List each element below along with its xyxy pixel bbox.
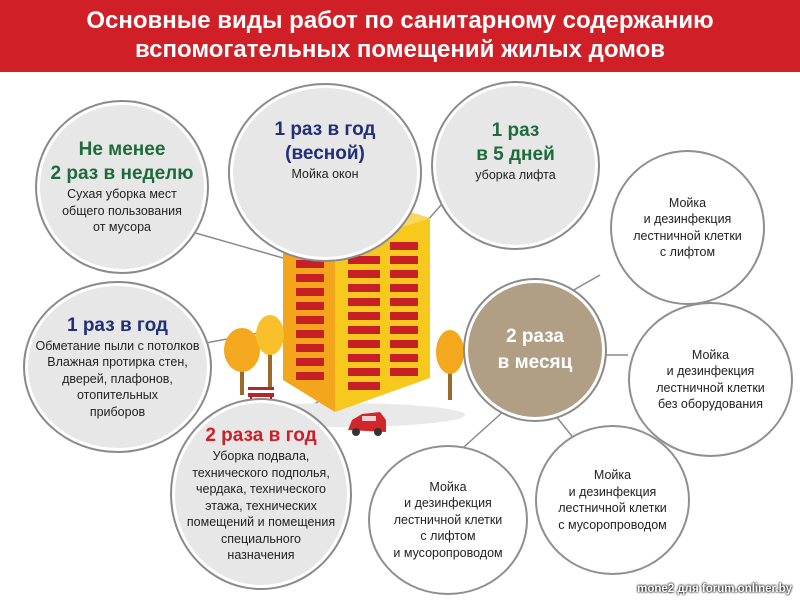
twice-year-title-line-1: 2 раза в год: [205, 425, 317, 447]
weekly-text-line-3: от мусора: [93, 220, 151, 235]
circle-sat-chute: [535, 425, 690, 575]
watermark: mone2 для forum.onliner.by: [637, 583, 792, 595]
yearly-spring-title-line-2: (весной): [285, 142, 365, 164]
yearly-text-line-2: Влажная протирка стен,: [47, 355, 188, 370]
circle-twice-year: [172, 400, 350, 588]
tree-mid: [256, 315, 284, 390]
twice-year-text-line-3: чердака, технического: [196, 482, 326, 497]
circle-hub-twice-month: [465, 280, 605, 420]
yearly-spring-title-line-1: 1 раз в год: [274, 118, 376, 140]
tree-left: [224, 328, 260, 395]
sat-lift-text-line-4: с лифтом: [659, 245, 716, 259]
sat-chute-text-line-3: лестничной клетки: [558, 501, 667, 515]
circle-weekly: [37, 102, 207, 272]
yearly-spring-text-line-1: Мойка окон: [291, 166, 359, 181]
sat-lift-text-line-2: и дезинфекция: [643, 212, 732, 226]
circle-sat-no-equipment: [628, 302, 793, 457]
circle-yearly-spring: [230, 85, 420, 260]
sat-no-equipment-text-line-2: и дезинфекция: [666, 364, 755, 378]
twice-year-text-line-1: Уборка подвала,: [212, 449, 310, 464]
header-title-line-1: Основные виды работ по санитарному содержанию: [86, 7, 714, 34]
hub-title-line-2: в месяц: [497, 352, 573, 373]
weekly-title-line-1: Не менее: [78, 139, 166, 161]
hub-title-line-1: 2 раза: [505, 326, 564, 347]
five-days-title-line-2: в 5 дней: [476, 144, 555, 166]
header-title-line-2: вспомогательных помещений жилых домов: [134, 36, 666, 63]
sat-no-equipment-text-line-3: лестничной клетки: [656, 380, 765, 395]
circle-yearly: [25, 283, 210, 451]
sat-lift-chute-text-line-4: с лифтом: [420, 529, 476, 544]
circle-five-days: [433, 83, 598, 248]
twice-year-text-line-2: технического подполья,: [192, 465, 330, 480]
weekly-text-line-2: общего пользования: [62, 203, 182, 218]
sat-lift-chute-text-line-5: и мусоропроводом: [393, 545, 503, 560]
weekly-text-line-1: Сухая уборка мест: [67, 187, 177, 202]
sat-lift-chute-text-line-2: и дезинфекция: [404, 496, 492, 511]
yearly-text-line-4: отопительных: [76, 388, 159, 403]
twice-year-text-line-7: назначения: [227, 548, 295, 563]
tree-right: [436, 330, 464, 400]
sat-chute-text-line-1: Мойка: [593, 468, 632, 482]
sat-lift-chute-text-line-1: Мойка: [429, 479, 467, 494]
twice-year-text-line-4: этажа, технических: [205, 498, 317, 513]
sat-chute-text-line-4: с мусоропроводом: [558, 517, 667, 532]
twice-year-text-line-5: помещений и помещения: [186, 515, 336, 530]
five-days-title-line-1: 1 раз: [491, 120, 540, 142]
sat-no-equipment-text-line-1: Мойка: [691, 347, 730, 362]
five-days-text-line-1: уборка лифта: [475, 168, 556, 183]
twice-year-text-line-6: специального: [221, 531, 301, 546]
sat-no-equipment-text-line-4: без оборудования: [658, 397, 763, 411]
yearly-text-line-3: дверей, плафонов,: [62, 371, 173, 386]
circle-sat-lift-chute: [368, 445, 528, 595]
yearly-title-line-1: 1 раз в год: [66, 314, 168, 336]
yearly-text-line-5: приборов: [89, 404, 146, 419]
circle-sat-lift: [610, 150, 765, 305]
weekly-title-line-2: 2 раз в неделю: [50, 163, 194, 185]
sat-chute-text-line-2: и дезинфекция: [568, 484, 657, 499]
sat-lift-text-line-1: Мойка: [668, 195, 707, 210]
yearly-text-line-1: Обметание пыли с потолков: [35, 338, 200, 353]
sat-lift-text-line-3: лестничной клетки: [633, 228, 742, 243]
sat-lift-chute-text-line-3: лестничной клетки: [393, 512, 503, 527]
